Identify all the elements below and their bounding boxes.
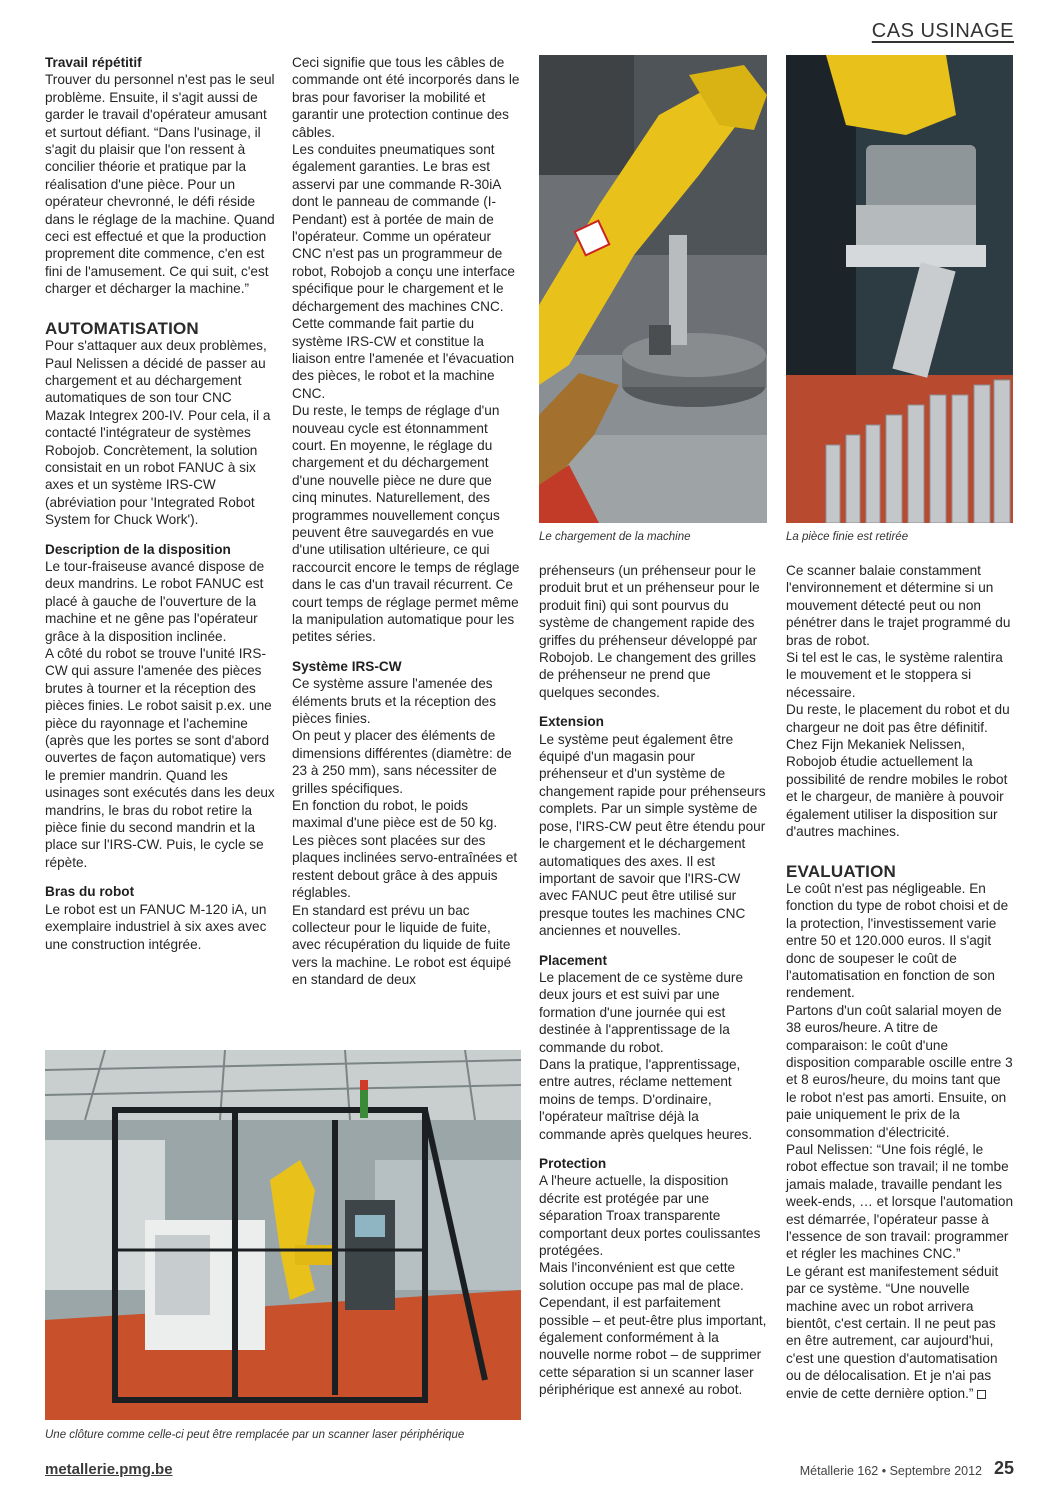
paragraph-protection-2: Mais l'inconvénient est que cette solution occupe pas mal de place. Cependant, il est parfaitement possible – et peut-être plus important, également conformément à la nouvelle norme robot – de supprimer cette séparation si un scanner laser périphérique est annexé au robot. [539,1260,767,1398]
paragraph-ralentira: Si tel est le cas, le système ralentira le mouvement et le stoppera si nécessaire. [786,650,1003,700]
paragraph-placement-1: Le placement de ce système dure deux jours et est suivi par une formation d'une journée qui est destinée à l'apprentissage de la commande du robot. [539,969,744,1055]
heading-automatisation: AUTOMATISATION [45,318,199,338]
caption-finished-part: La pièce finie est retirée [786,531,909,543]
footer-website-link[interactable]: metallerie.pmg.be [45,1461,173,1478]
paragraph-travail: Trouver du personnel n'est pas le seul problème. Ensuite, il s'agit aussi de garder le travail d'opérateur amusant et surtout défiant. “Dans l'usinage, il s'agit du plaisir que l'on ressent à concilier théorie et pratique par la réalisation d'une pièce. Pour un opérateur chevronné, le défi réside dans le réglage de la machine. Quand ceci est effectué et que la production proprement dite commence, c'en est fini de l'amusement. Ce qui suit, c'est charger et décharger la machine.” [45,72,275,297]
paragraph-systeme-3: En fonction du robot, le poids maximal d'une pièce est de 50 kg. Les pièces sont placées sur des plaques inclinées servo-entraînées et restent debout grâce à des appuis réglables. [292,798,518,901]
heading-evaluation: EVALUATION [786,861,896,881]
paragraph-systeme-2: On peut y placer des éléments de dimensions différentes (diamètre: de 23 à 250 mm), sans nécessiter de grilles spécifiques. [292,728,512,796]
paragraph-description-1: Le tour-fraiseuse avancé dispose de deux mandrins. Le robot FANUC est placé à gauche de l'ouverture de la machine et ne gêne pas l'opérateur grâce à la disposition inclinée. [45,558,265,644]
paragraph-prehenseurs: préhenseurs (un préhenseur pour le produit brut et un préhenseur pour le produit fini) qui sont pourvus du système de changement rapide des griffes du préhenseur développé par Robojob. Le changement des grilles de préhenseur ne prend que quelques secondes. [539,563,760,700]
paragraph-cables: Ceci signifie que tous les câbles de commande ont été incorporés dans le bras pour favoriser la mobilité et garantir une protection continue des câbles. [292,55,520,140]
subheading-travail: Travail répétitif [45,55,142,70]
page-number: 25 [993,1458,1014,1478]
paragraph-systeme-1: Ce système assure l'amenée des éléments bruts et la réception des pièces finies. [292,676,497,727]
column-1 [45,54,275,953]
column-4 [786,562,1014,1402]
subheading-placement: Placement [539,952,608,968]
paragraph-evaluation-3: Paul Nelissen: “Une fois réglé, le robot effectue son travail; il ne tombe jamais malade, travaille pendant les week-ends, … et lorsque l'automation est démarrée, l'opérateur passe à l'essence de son travail: programmer et régler les machines CNC.” [786,1142,1014,1262]
paragraph-placement-2: Dans la pratique, l'apprentissage, entre autres, réclame nettement moins de temps. D'ordinaire, l'opérateur maîtrise déjà la commande après quelques heures. [539,1056,753,1142]
subheading-systeme: Système IRS-CW [292,658,402,674]
section-rubric: CAS USINAGE [871,20,1014,42]
paragraph-automatisation: Pour s'attaquer aux deux problèmes, Paul Nelissen a décidé de passer au chargement et au déchargement automatiques de son tour CNC Mazak Integrex 200-IV. Pour cela, il a contacté l'intégrateur de systèmes Robojob. Concrètement, la solution consistait en un robot FANUC à six axes et un système IRS-CW (abréviation pour 'Integrated Robot System for Chuck Work'). [45,338,271,528]
paragraph-reglage: Du reste, le temps de réglage d'un nouveau cycle est étonnamment court. En moyenne, le réglage du chargement et du déchargement d'une nouvelle pièce ne dure que cinq minutes. Naturellement, des programmes nouvellement conçus peuvent être sauvegardés en vue d'une utilisation ultérieure, ce qui raccourcit encore le temps de réglage dans le cas d'un travail récurrent. Ce court temps de réglage permet même la manipulation automatique pour les petites séries. [292,403,520,645]
subheading-bras: Bras du robot [45,884,135,900]
subheading-description: Description de la disposition [45,541,231,557]
paragraph-extension: Le système peut également être équipé d'un magasin pour préhenseur et d'un système de changement rapide pour préhenseurs complets. Par un simple système de pose, l'IRS-CW peut être étendu pour le chargement et le déchargement automatiques des axes. Il est important de savoir que l'IRS-CW avec FANUC peut être utilisé sur presque toutes les machines CNC anciennes et nouvelles. [539,731,766,939]
footer-issue: Métallerie 162 • Septembre 2012 [799,1464,982,1478]
paragraph-evaluation-2: Partons d'un coût salarial moyen de 38 euros/heure. A titre de comparaison: le coût d'une disposition comparable oscille entre 3 et 8 euros/heure, du moins tant que le robot n'est pas amorti. Ensuite, on paie uniquement le prix de la consommation d'électricité. [786,1002,1013,1140]
photo-finished-part [786,55,1013,523]
paragraph-evaluation-1: Le coût n'est pas négligeable. En fonction du type de robot choisi et de la protection, l'investissement varie entre 50 et 120.000 euros. Il s'agit donc de soupeser le coût de l'automatisation en fonction de son rendement. [786,880,1009,1001]
paragraph-systeme-4: En standard est prévu un bac collecteur pour le liquide de fuite, avec récupération du liquide de fuite vers la machine. Le robot est équipé en standard de deux [292,902,512,988]
subheading-protection: Protection [539,1156,607,1171]
evaluation-4-text: Le gérant est manifestement séduit par ce système. “Une nouvelle machine avec un robot arrivera bientôt, c'est certain. Il ne peut pas en être autrement, car aujourd'hui, c'est une question d'automatisation ou de délocalisation. Et je n'ai pas envie de cette dernière option.” [786,1263,999,1401]
photo-machine-loading [539,55,767,523]
paragraph-description-2: A côté du robot se trouve l'unité IRS-CW qui assure l'amenée des pièces brutes à tourner et la réception des pièces finies. Le robot saisit p.ex. une pièce du rayonnage et l'achemine (après que les portes se sont d'abord ouvertes de façon automatique) vers le premier mandrin. Quand les usinages sont exécutés dans les deux mandrins, le bras du robot retire la pièce finie du second mandrin et la place sur l'IRS-CW. Puis, le cycle se répète. [45,646,275,870]
paragraph-conduites: Les conduites pneumatiques sont également garanties. Le bras est asservi par une commande R-30iA dont le panneau de commande (I-Pendant) est à portée de main de l'opérateur. Comme un opérateur CNC n'est pas un programmeur de robot, Robojob a conçu une interface spécifique pour le chargement et le déchargement des machines CNC. Cette commande fait partie du système IRS-CW et constitue la liaison entre l'amenée et l'évacuation des pièces, le robot et la machine CNC. [292,142,515,401]
caption-robot-enclosure: Une clôture comme celle-ci peut être remplacée par un scanner laser périphérique [45,1429,465,1441]
photo-robot-enclosure [45,1050,521,1420]
end-of-article-icon [977,1390,986,1399]
paragraph-mobile: Du reste, le placement du robot et du chargeur ne doit pas être définitif. Chez Fijn Mekaniek Nelissen, Robojob étudie actuellement la possibilité de rendre mobiles le robot et le chargeur, de manière à pouvoir également utiliser la disposition sur d'autres machines. [786,702,1010,840]
paragraph-scanner: Ce scanner balaie constamment l'environnement et détermine si un mouvement détecté peut ou non pénétrer dans le trajet programmé du bras de robot. [786,563,1011,648]
paragraph-evaluation-4 [786,1263,1014,1402]
subheading-extension: Extension [539,714,604,730]
column-2 [292,54,520,989]
paragraph-bras: Le robot est un FANUC M-120 iA, un exemplaire industriel à six axes avec une construction intégrée. [45,901,267,952]
column-3 [539,562,767,1399]
caption-machine-loading: Le chargement de la machine [539,531,691,543]
paragraph-protection-1: A l'heure actuelle, la disposition décrite est protégée par une séparation Troax transparente comportant deux portes coulissantes protégées. [539,1173,761,1259]
